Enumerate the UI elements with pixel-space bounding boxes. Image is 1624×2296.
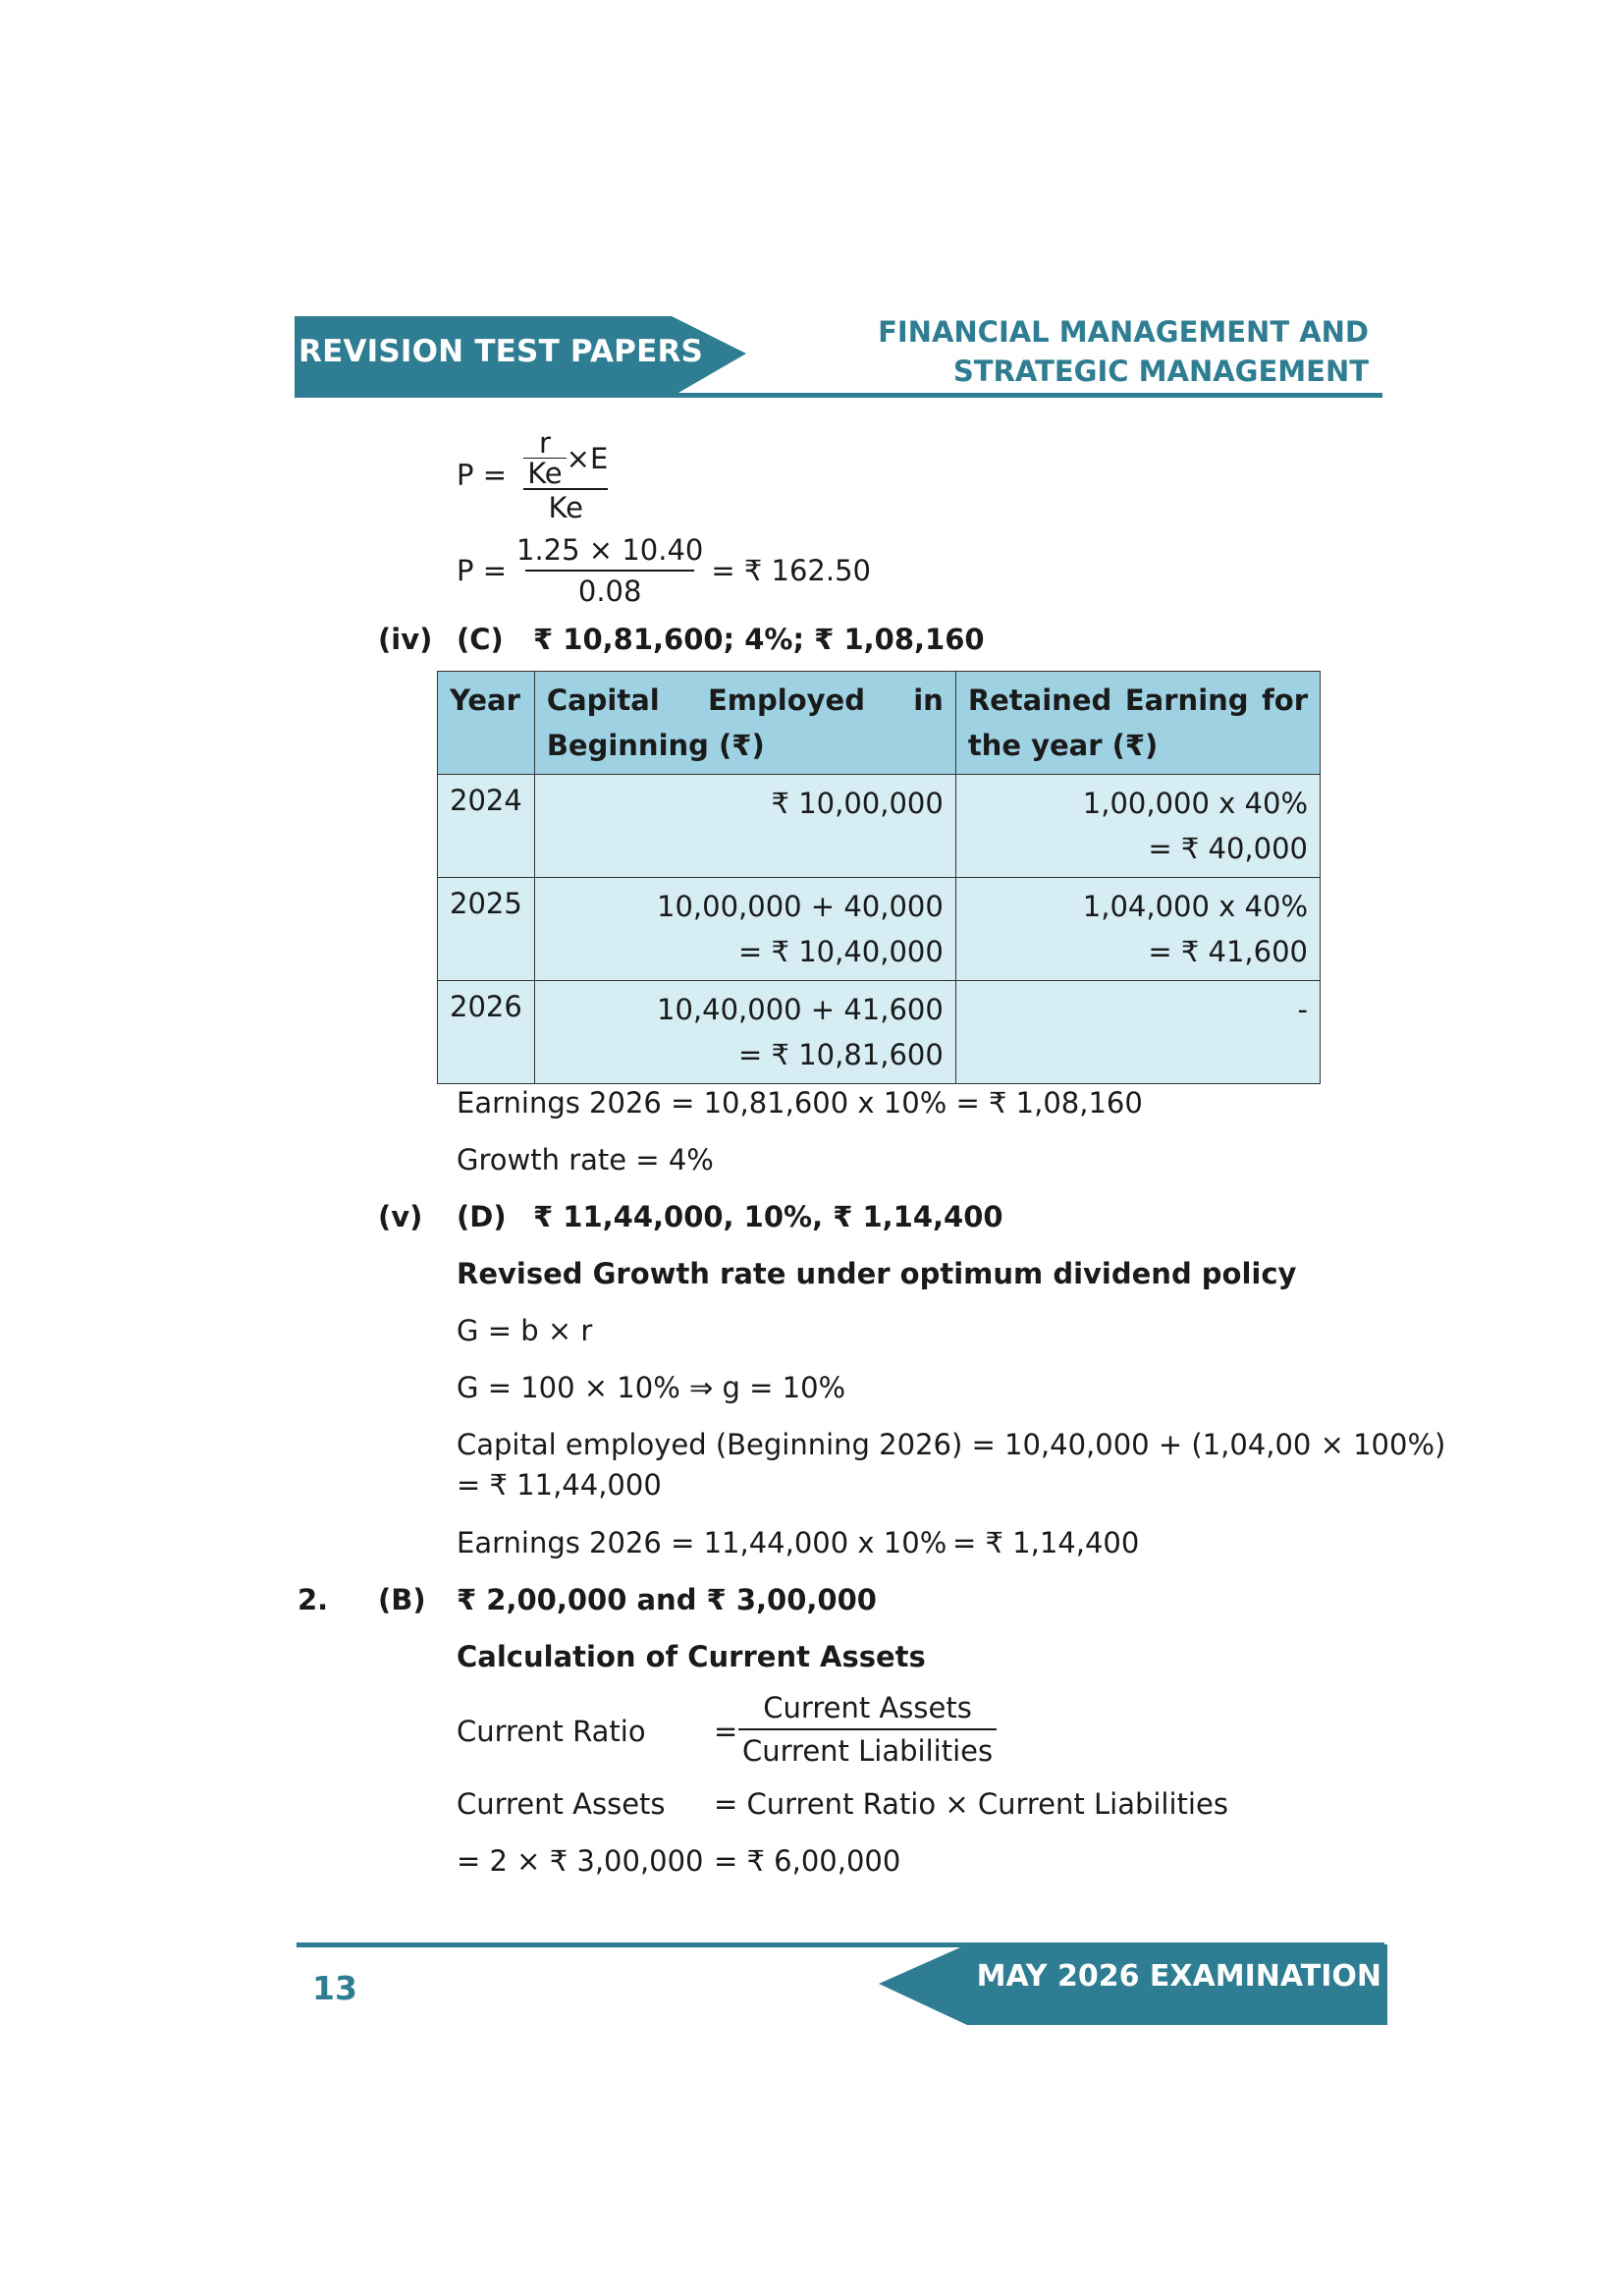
formula2-lhs: P = — [457, 554, 508, 587]
formula2-result: = ₹ 162.50 — [711, 554, 872, 587]
formula1-inner-fraction: $\frac{r}{Ke}$ — [523, 428, 566, 488]
q-iv-option: (C) — [457, 623, 504, 656]
footer-banner — [879, 1944, 1387, 2025]
cell-capital: 10,00,000 + 40,000 = ₹ 10,40,000 — [534, 878, 955, 981]
earnings-2026-line: Earnings 2026 = 10,81,600 x 10% = ₹ 1,08,160 — [457, 1086, 1143, 1120]
current-assets-result: = ₹ 6,00,000 — [714, 1844, 901, 1878]
page-number: 13 — [312, 1969, 357, 2007]
table-row — [438, 878, 1321, 981]
header-rule — [295, 393, 1382, 398]
q-v-g-calc: G = 100 × 10% ⇒ g = 10% — [457, 1371, 846, 1404]
cell-year: 2025 — [438, 878, 535, 981]
retained-earnings-table — [437, 671, 1321, 1084]
current-assets-label: Current Assets — [457, 1787, 666, 1821]
table-row — [438, 981, 1321, 1084]
q-v-capital-result: = ₹ 11,44,000 — [457, 1468, 662, 1502]
q2-answer: ₹ 2,00,000 and ₹ 3,00,000 — [457, 1583, 877, 1616]
q-v-answer: ₹ 11,44,000, 10%, ₹ 1,14,400 — [533, 1200, 1003, 1233]
footer-banner-text: MAY 2026 EXAMINATION — [976, 1959, 1381, 1994]
q-v-label: (v) — [378, 1200, 423, 1233]
formula-price-general — [457, 428, 612, 525]
cell-retained: 1,04,000 x 40% = ₹ 41,600 — [955, 878, 1320, 981]
q-v-heading: Revised Growth rate under optimum dividend policy — [457, 1257, 1297, 1290]
header-banner-text: REVISION TEST PAPERS — [298, 334, 704, 369]
table-row — [438, 775, 1321, 878]
header-retained-earning: Retained Earning for the year (₹) — [955, 672, 1320, 775]
current-assets-formula: = Current Ratio × Current Liabilities — [714, 1787, 1228, 1821]
q-iv-label: (iv) — [378, 623, 433, 656]
header-banner — [295, 316, 746, 397]
cell-year: 2024 — [438, 775, 535, 878]
current-assets-calc: = 2 × ₹ 3,00,000 — [457, 1844, 704, 1878]
q-v-earnings-result: = ₹ 1,14,400 — [952, 1526, 1140, 1559]
formula2-fraction: $\frac{1.25 \times 10.40}{0.08}$ — [513, 530, 707, 611]
cell-capital: ₹ 10,00,000 — [534, 775, 955, 878]
cell-retained: 1,00,000 x 40% = ₹ 40,000 — [955, 775, 1320, 878]
q-v-capital-employed: Capital employed (Beginning 2026) = 10,40,000 + (1,04,00 × 100%) — [457, 1428, 1446, 1461]
header-year: Year — [438, 672, 535, 775]
current-ratio-label: Current Ratio — [457, 1715, 646, 1748]
table-header-row — [438, 672, 1321, 775]
header-title-line1: FINANCIAL MANAGEMENT AND — [878, 315, 1369, 349]
q2-option: (B) — [378, 1583, 426, 1616]
cell-capital: 10,40,000 + 41,600 = ₹ 10,81,600 — [534, 981, 955, 1084]
q-v-option: (D) — [457, 1200, 507, 1233]
current-ratio-fraction: $\frac{\text{Current Assets}}{\text{Current Liabilities}}$ — [738, 1687, 997, 1772]
header-title-line2: STRATEGIC MANAGEMENT — [952, 355, 1369, 388]
q-iv-answer: ₹ 10,81,600; 4%; ₹ 1,08,160 — [533, 623, 985, 656]
q-v-formula-g: G = b × r — [457, 1314, 593, 1347]
q-v-earnings: Earnings 2026 = 11,44,000 x 10% — [457, 1526, 947, 1559]
q2-heading: Calculation of Current Assets — [457, 1640, 926, 1673]
growth-rate-line: Growth rate = 4% — [457, 1143, 714, 1176]
cell-year: 2026 — [438, 981, 535, 1084]
formula1-times-e: ×E — [566, 441, 609, 475]
cell-retained: - — [955, 981, 1320, 1084]
header-capital-employed: Capital Employed in Beginning (₹) — [534, 672, 955, 775]
formula1-outer-fraction: $\frac{r}{Ke}$ ×E Ke — [519, 428, 612, 525]
formula-price-calculation — [457, 530, 871, 611]
q2-number: 2. — [298, 1583, 329, 1616]
current-ratio-equals: = — [714, 1715, 738, 1748]
formula1-lhs: P = — [457, 458, 508, 492]
